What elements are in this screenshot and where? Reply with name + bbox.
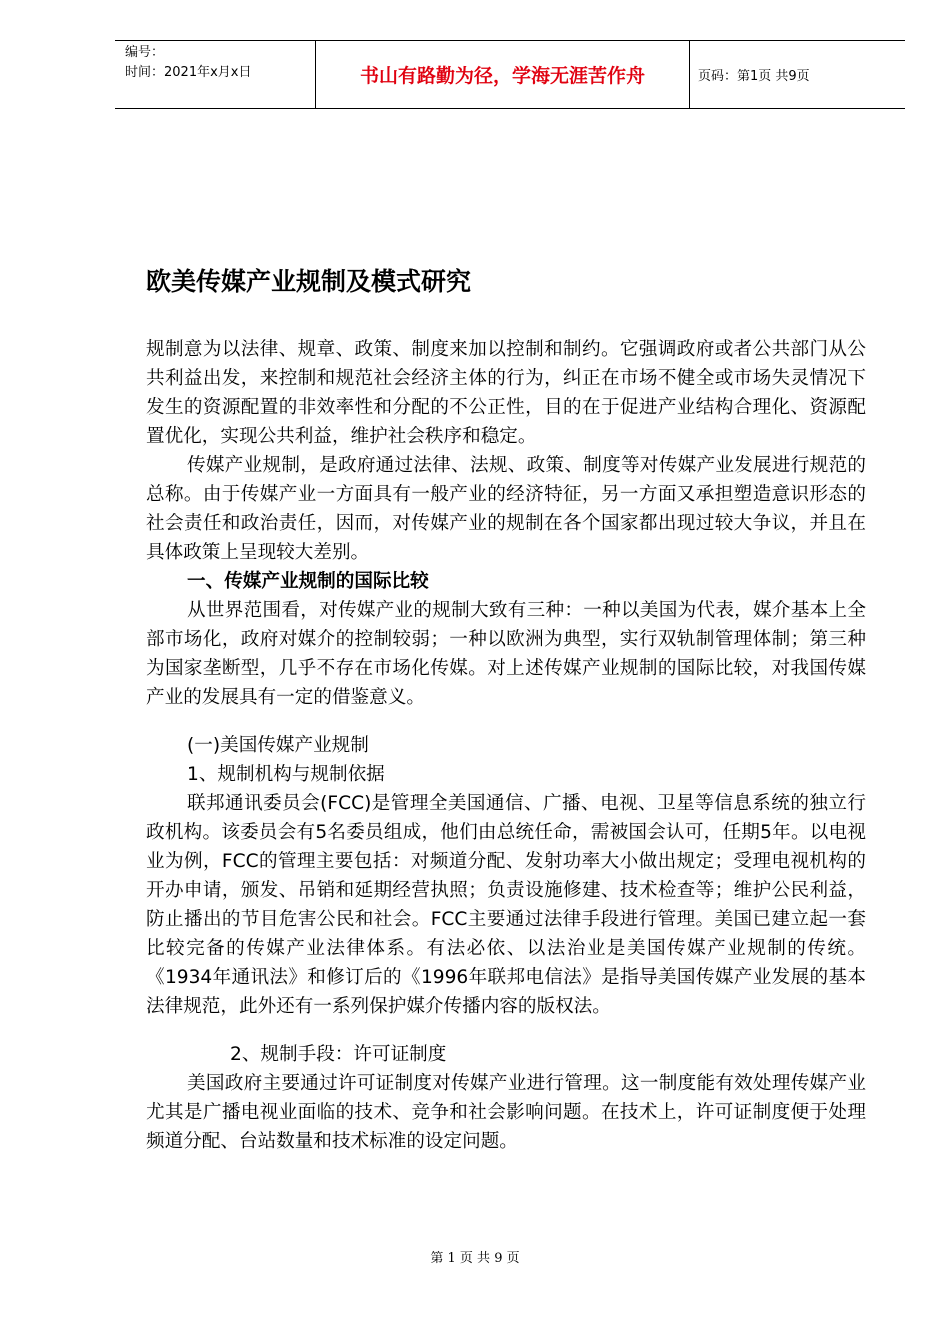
section-heading: 一、传媒产业规制的国际比较 bbox=[187, 571, 429, 592]
paragraph: 联邦通讯委员会(FCC)是管理全美国通信、广播、电视、卫星等信息系统的独立行政机构。该委员会有5名委员组成，他们由总统任命，需被国会认可，任期5年。以电视业为例，FCC的管理主要包括：对频道分配、发射功率大小做出规定；受理电视机构的开办申请，颁发、吊销和延期经营执照；负责设施修建、技术检查等；维护公民利益，防止播出的节目危害公民和社会。FCC主要通过法律手段进行管理。美国已建立起一套比较完备的传媒产业法律体系。有法必依、以法治业是美国传媒产业规制的传统。《1934年通讯法》和修订后的《1996年联邦电信法》是指导美国传媒产业发展的基本法律规范，此外还有一系列保护媒介传播内容的版权法。 bbox=[146, 793, 866, 1017]
document-title: 欧美传媒产业规制及模式研究 bbox=[146, 267, 472, 296]
page-footer: 第 1 页 共 9 页 bbox=[430, 1251, 520, 1266]
paragraph: 传媒产业规制，是政府通过法律、法规、政策、制度等对传媒产业发展进行规范的总称。由于传媒产业一方面具有一般产业的经济特征，另一方面又承担塑造意识形态的社会责任和政治责任，因而，对传媒产业的规制在各个国家都出现过较大争议，并且在具体政策上呈现较大差别。 bbox=[146, 455, 866, 563]
subsection-heading: 1、规制机构与规制依据 bbox=[187, 764, 385, 785]
header-meta bbox=[115, 41, 315, 108]
spacer bbox=[146, 712, 866, 731]
spacer bbox=[146, 1021, 866, 1040]
paragraph: 规制意为以法律、规章、政策、制度来加以控制和制约。它强调政府或者公共部门从公共利益出发，来控制和规范社会经济主体的行为，纠正在市场不健全或市场失灵情况下发生的资源配置的非效率性和分配的不公正性，目的在于促进产业结构合理化、资源配置优化，实现公共利益，维护社会秩序和稳定。 bbox=[146, 339, 866, 447]
subsection-heading: 2、规制手段：许可证制度 bbox=[230, 1044, 447, 1065]
document-body bbox=[146, 335, 866, 1156]
paragraph: 从世界范围看，对传媒产业的规制大致有三种：一种以美国为代表，媒介基本上全部市场化，政府对媒介的控制较弱；一种以欧洲为典型，实行双轨制管理体制；第三种为国家垄断型，几乎不存在市场化传媒。对上述传媒产业规制的国际比较，对我国传媒产业的发展具有一定的借鉴意义。 bbox=[146, 600, 866, 708]
time-label: 时间：2021年x月x日 bbox=[125, 65, 252, 80]
subsection-heading: (一)美国传媒产业规制 bbox=[187, 735, 369, 756]
paragraph: 美国政府主要通过许可证制度对传媒产业进行管理。这一制度能有效处理传媒产业尤其是广播电视业面临的技术、竞争和社会影响问题。在技术上，许可证制度便于处理频道分配、台站数量和技术标准的设定问题。 bbox=[146, 1073, 866, 1152]
serial-label: 编号： bbox=[125, 45, 165, 60]
header-page-label: 页码：第1页 共9页 bbox=[698, 69, 810, 84]
page-header bbox=[115, 40, 905, 109]
header-motto: 书山有路勤为径，学海无涯苦作舟 bbox=[315, 41, 690, 108]
